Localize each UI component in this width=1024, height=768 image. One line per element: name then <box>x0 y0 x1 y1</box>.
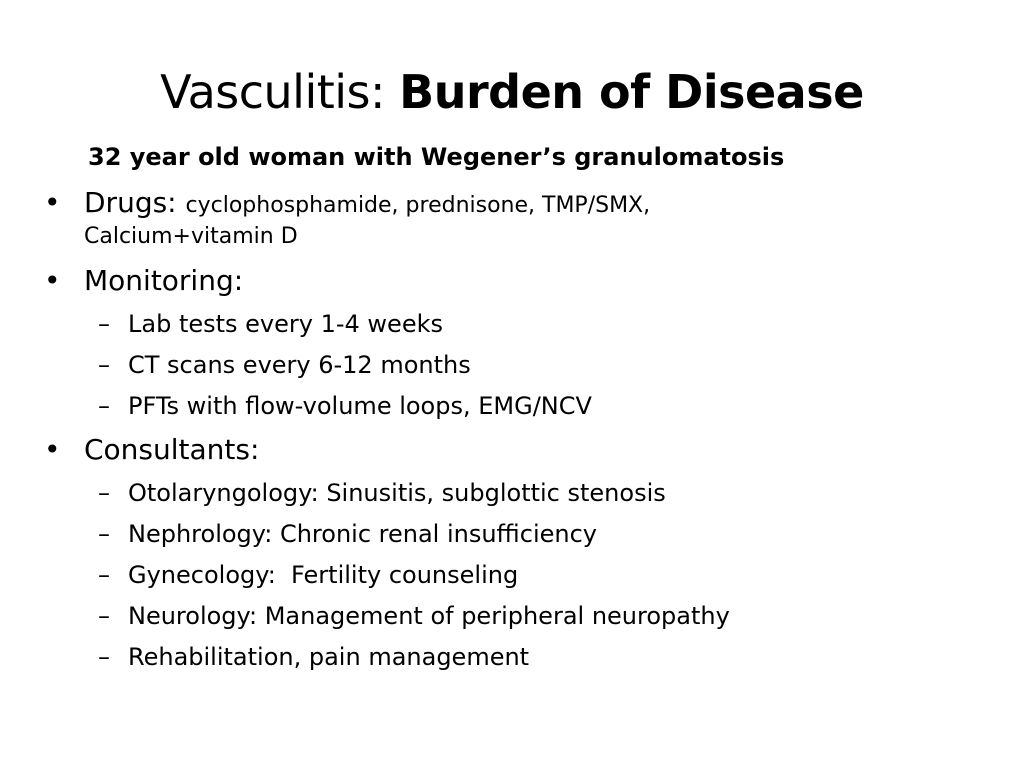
consultant-item-text: Gynecology: Fertility counseling <box>128 561 519 589</box>
consultant-item-text: Neurology: Management of peripheral neuropathy <box>128 602 730 630</box>
consultants-label: Consultants: <box>84 433 260 466</box>
slide-subtitle: 32 year old woman with Wegener’s granulomatosis <box>88 143 785 171</box>
dash-marker: – <box>98 479 110 507</box>
title-bold: Burden of Disease <box>399 65 864 119</box>
dash-marker: – <box>98 520 110 548</box>
consultant-item-text: Otolaryngology: Sinusitis, subglottic stenosis <box>128 479 666 507</box>
monitoring-label: Monitoring: <box>84 264 244 297</box>
bullet-dot: • <box>44 186 61 219</box>
dash-marker: – <box>98 643 110 671</box>
monitoring-item-text: PFTs with flow-volume loops, EMG/NCV <box>128 392 592 420</box>
monitoring-item-text: Lab tests every 1-4 weeks <box>128 310 443 338</box>
slide-title <box>0 62 1024 122</box>
bullet-dot: • <box>44 433 61 466</box>
title-prefix: Vasculitis: <box>160 65 400 119</box>
monitoring-item-text: CT scans every 6-12 months <box>128 351 471 379</box>
drugs-label: Drugs: <box>84 186 186 219</box>
dash-marker: – <box>98 310 110 338</box>
bullet-dot: • <box>44 264 61 297</box>
drugs-list-line1: cyclophosphamide, prednisone, TMP/SMX, <box>185 193 651 218</box>
dash-marker: – <box>98 351 110 379</box>
consultant-item-text: Nephrology: Chronic renal insufficiency <box>128 520 597 548</box>
dash-marker: – <box>98 392 110 420</box>
bullet-drugs-text <box>84 186 650 223</box>
dash-marker: – <box>98 602 110 630</box>
drugs-list-line2: Calcium+vitamin D <box>84 224 298 249</box>
consultant-item-text: Rehabilitation, pain management <box>128 643 530 671</box>
dash-marker: – <box>98 561 110 589</box>
